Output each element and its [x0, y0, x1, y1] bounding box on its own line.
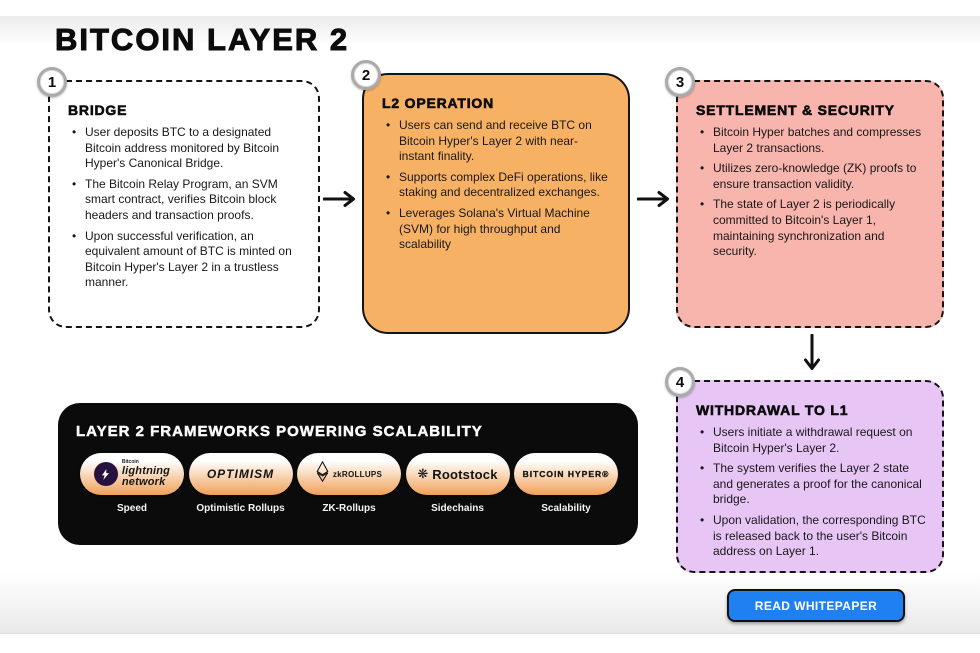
- bullet-item: • Utilizes zero-knowledge (ZK) proofs to ensure transaction validity.: [700, 161, 926, 192]
- step-card-bridge: [47, 73, 320, 328]
- right-arrow-icon: [637, 190, 671, 213]
- step-title: L2 OPERATION: [382, 95, 495, 111]
- step-bullet-list: [68, 125, 302, 291]
- framework-label: Scalability: [541, 503, 591, 514]
- lightning-network-wordmark: Bitcoin lightning network: [121, 459, 171, 488]
- framework-zk-rollups: [297, 453, 401, 514]
- frameworks-panel: [58, 403, 638, 545]
- optimism-wordmark: OPTIMISM: [206, 467, 275, 481]
- zk-rollups-wordmark: zkROLLUPS: [332, 469, 383, 479]
- bullet-item: • The system verifies the Layer 2 state and generates a proof for the canonical bridge.: [700, 461, 926, 508]
- page-title: BITCOIN LAYER 2: [55, 22, 350, 57]
- read-whitepaper-button[interactable]: READ WHITEPAPER: [727, 589, 905, 622]
- rootstock-wordmark: Rootstock: [432, 466, 498, 482]
- framework-optimism: [189, 453, 293, 514]
- lightning-network-pill: [80, 453, 184, 495]
- step-title: BRIDGE: [68, 102, 128, 118]
- bullet-item: • The state of Layer 2 is periodically committed to Bitcoin's Layer 1, maintaining synchronization and security.: [700, 197, 926, 259]
- frameworks-title: LAYER 2 FRAMEWORKS POWERING SCALABILITY: [76, 423, 483, 440]
- down-arrow-icon: [803, 334, 821, 377]
- lightning-bolt-icon: [94, 462, 118, 486]
- framework-rootstock: [406, 453, 510, 514]
- framework-label: Speed: [116, 503, 147, 514]
- bullet-item: • User deposits BTC to a designated Bitcoin address monitored by Bitcoin Hyper's Canonical Bridge.: [72, 125, 302, 172]
- bullet-item: • The Bitcoin Relay Program, an SVM smart contract, verifies Bitcoin block headers and transaction proofs.: [72, 177, 302, 224]
- zk-rollups-pill: [297, 453, 401, 495]
- bullet-item: • Users initiate a withdrawal request on Bitcoin Hyper's Layer 2.: [700, 425, 926, 456]
- bitcoin-hyper-wordmark: BITCOIN HYPER®: [522, 469, 610, 479]
- framework-label: ZK-Rollups: [322, 503, 376, 514]
- framework-bitcoin-hyper: [514, 453, 618, 514]
- step-number-badge: 3: [665, 67, 695, 97]
- step-title: SETTLEMENT & SECURITY: [696, 102, 895, 118]
- bullet-item: • Users can send and receive BTC on Bitcoin Hyper's Layer 2 with near-instant finality.: [386, 118, 612, 165]
- rootstock-pill: [406, 453, 510, 495]
- step-card-withdrawal-l1: [675, 373, 944, 573]
- bullet-item: • Upon successful verification, an equivalent amount of BTC is minted on Bitcoin Hyper's Layer 2 in a trustless manner.: [72, 229, 302, 291]
- optimism-pill: [189, 453, 293, 495]
- step-bullet-list: [382, 118, 612, 253]
- bullet-item: • Upon validation, the corresponding BTC is released back to the user's Bitcoin address on Layer 1.: [700, 513, 926, 560]
- framework-label: Optimistic Rollups: [196, 503, 285, 514]
- framework-lightning-network: [80, 453, 184, 514]
- step-number-badge: 4: [665, 367, 695, 397]
- bullet-item: • Bitcoin Hyper batches and compresses Layer 2 transactions.: [700, 125, 926, 156]
- step-card-settlement-security: [675, 73, 944, 328]
- bullet-item: • Leverages Solana's Virtual Machine (SVM) for high throughput and scalability: [386, 206, 612, 253]
- framework-label: Sidechains: [431, 503, 484, 514]
- step-bullet-list: [696, 425, 926, 560]
- step-bullet-list: [696, 125, 926, 260]
- step-title: WITHDRAWAL TO L1: [696, 402, 849, 418]
- right-arrow-icon: [323, 190, 357, 213]
- step-number-badge: 2: [351, 60, 381, 90]
- frameworks-logo-row: [76, 453, 622, 514]
- step-card-l2-operation: [361, 66, 630, 334]
- ethereum-icon: [316, 461, 329, 487]
- bullet-item: • Supports complex DeFi operations, like staking and decentralized exchanges.: [386, 170, 612, 201]
- rootstock-icon: ❋: [417, 466, 429, 481]
- bitcoin-hyper-pill: [514, 453, 618, 495]
- step-number-badge: 1: [37, 67, 67, 97]
